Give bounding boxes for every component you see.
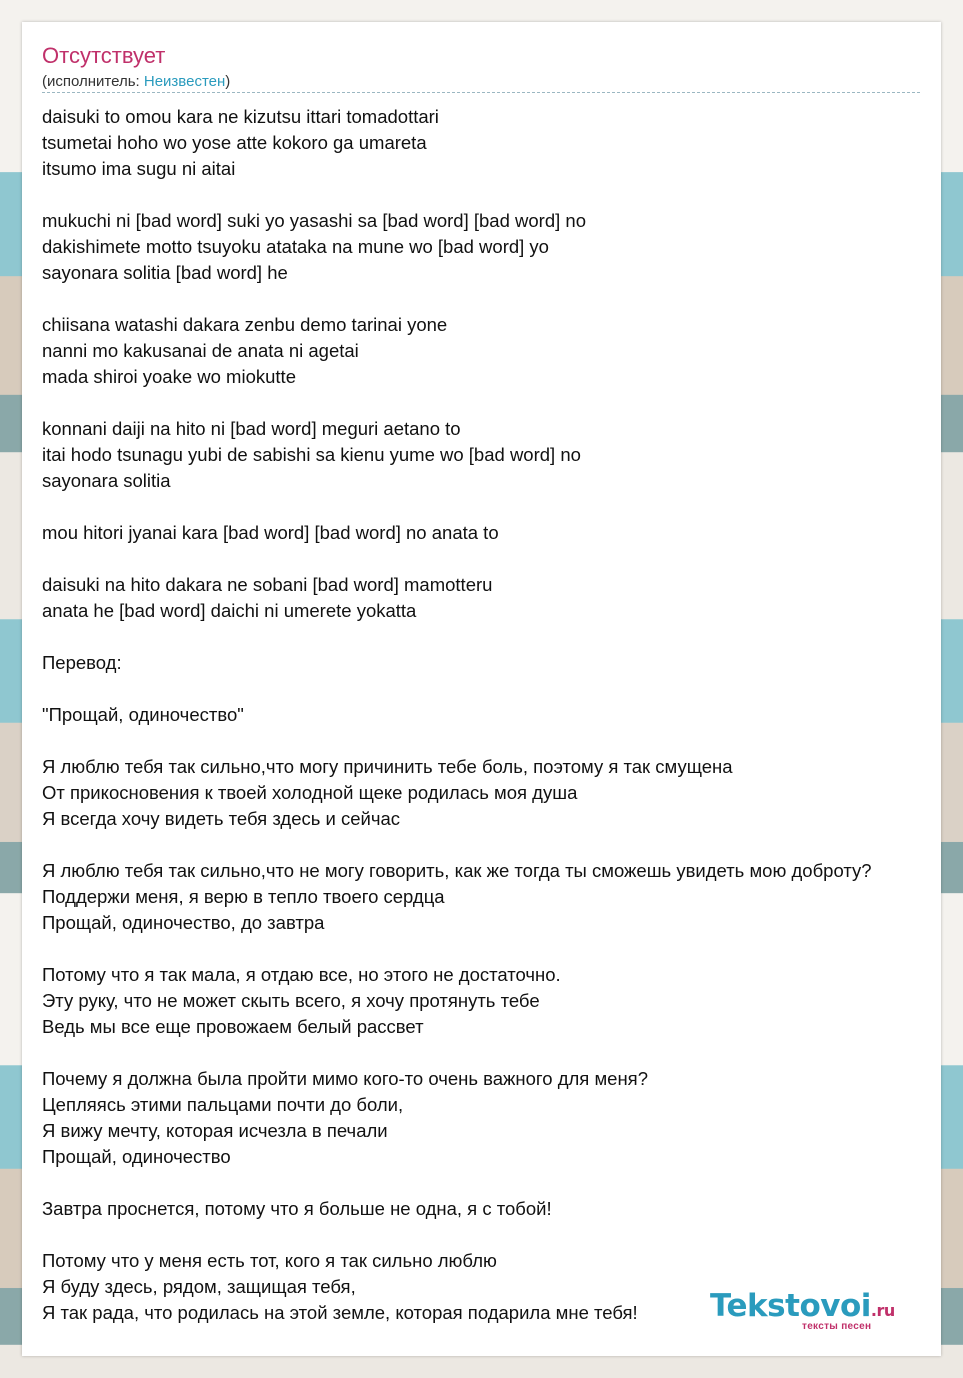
logo-tagline: тексты песен	[802, 1321, 872, 1332]
blank-line	[42, 728, 963, 754]
blank-line	[42, 676, 963, 702]
lyrics-line: Цепляясь этими пальцами почти до боли,	[42, 1094, 404, 1115]
lyrics-line: Я люблю тебя так сильно,что могу причинить тебе боль, поэтому я так смущена	[42, 756, 733, 777]
lyrics-line: Прощай, одиночество, до завтра	[42, 912, 325, 933]
lyrics-line: konnani daiji na hito ni [bad word] meguri aetano to	[42, 418, 461, 439]
lyrics-line: Эту руку, что не может скыть всего, я хочу протянуть тебе	[42, 990, 540, 1011]
lyrics-line: chiisana watashi dakara zenbu demo tarinai yone	[42, 314, 448, 335]
lyrics-line: Я так рада, что родилась на этой земле, которая подарила мне тебя!	[42, 1302, 638, 1323]
blank-line	[42, 182, 963, 208]
lyrics-line: Завтра проснется, потому что я больше не одна, я с тобой!	[42, 1198, 552, 1219]
lyrics-line: mukuchi ni [bad word] suki yo yasashi sa [bad word] [bad word] no	[42, 210, 586, 231]
artist-prefix: (исполнитель:	[42, 73, 144, 90]
lyrics-body	[42, 104, 963, 1326]
lyrics-page	[22, 22, 941, 1356]
lyrics-line: Почему я должна была пройти мимо кого-то очень важного для меня?	[42, 1068, 648, 1089]
lyrics-line: sayonara solitia [bad word] he	[42, 262, 288, 283]
lyrics-line: itai hodo tsunagu yubi de sabishi sa kienu yume wo [bad word] no	[42, 444, 581, 465]
blank-line	[42, 624, 963, 650]
lyrics-line: nanni mo kakusanai de anata ni agetai	[42, 340, 359, 361]
lyrics-line: itsumo ima sugu ni aitai	[42, 158, 236, 179]
lyrics-line: daisuki to omou kara ne kizutsu ittari tomadottari	[42, 106, 439, 127]
lyrics-line: Я вижу мечту, которая исчезла в печали	[42, 1120, 388, 1141]
lyrics-line: sayonara solitia	[42, 470, 171, 491]
blank-line	[42, 546, 963, 572]
song-title: Отсутствует	[42, 43, 166, 68]
artist-line	[42, 72, 230, 92]
lyrics-line: anata he [bad word] daichi ni umerete yokatta	[42, 600, 417, 621]
lyrics-line: tsumetai hoho wo yose atte kokoro ga umareta	[42, 132, 427, 153]
lyrics-line: dakishimete motto tsuyoku atataka na mune wo [bad word] yo	[42, 236, 549, 257]
blank-line	[42, 390, 963, 416]
artist-suffix: )	[225, 73, 231, 90]
lyrics-line: Я буду здесь, рядом, защищая тебя,	[42, 1276, 356, 1297]
lyrics-line: mada shiroi yoake wo miokutte	[42, 366, 296, 387]
lyrics-line: Потому что я так мала, я отдаю все, но этого не достаточно.	[42, 964, 561, 985]
logo-tld: .ru	[870, 1301, 895, 1320]
logo-main-text: Tekstovoi	[710, 1288, 871, 1324]
blank-line	[42, 936, 963, 962]
lyrics-line: Прощай, одиночество	[42, 1146, 231, 1167]
lyrics-line: От прикосновения к твоей холодной щеке родилась моя душа	[42, 782, 578, 803]
lyrics-line: Поддержи меня, я верю в тепло твоего сердца	[42, 886, 445, 907]
blank-line	[42, 286, 963, 312]
lyrics-line: Я всегда хочу видеть тебя здесь и сейчас	[42, 808, 401, 829]
lyrics-line: daisuki na hito dakara ne sobani [bad word] mamotteru	[42, 574, 493, 595]
lyrics-line: "Прощай, одиночество"	[42, 704, 244, 725]
title-divider	[42, 92, 920, 93]
blank-line	[42, 1222, 963, 1248]
lyrics-line: Перевод:	[42, 652, 122, 673]
blank-line	[42, 1170, 963, 1196]
lyrics-line: mou hitori jyanai kara [bad word] [bad word] no anata to	[42, 522, 499, 543]
blank-line	[42, 832, 963, 858]
lyrics-line: Потому что у меня есть тот, кого я так сильно люблю	[42, 1250, 497, 1271]
lyrics-line: Ведь мы все еще провожаем белый рассвет	[42, 1016, 424, 1037]
artist-link[interactable]: Неизвестен	[143, 73, 226, 90]
blank-line	[42, 494, 963, 520]
blank-line	[42, 1040, 963, 1066]
site-logo[interactable]	[710, 1290, 915, 1332]
lyrics-line: Я люблю тебя так сильно,что не могу говорить, как же тогда ты сможешь увидеть мою доброту?	[42, 860, 872, 881]
